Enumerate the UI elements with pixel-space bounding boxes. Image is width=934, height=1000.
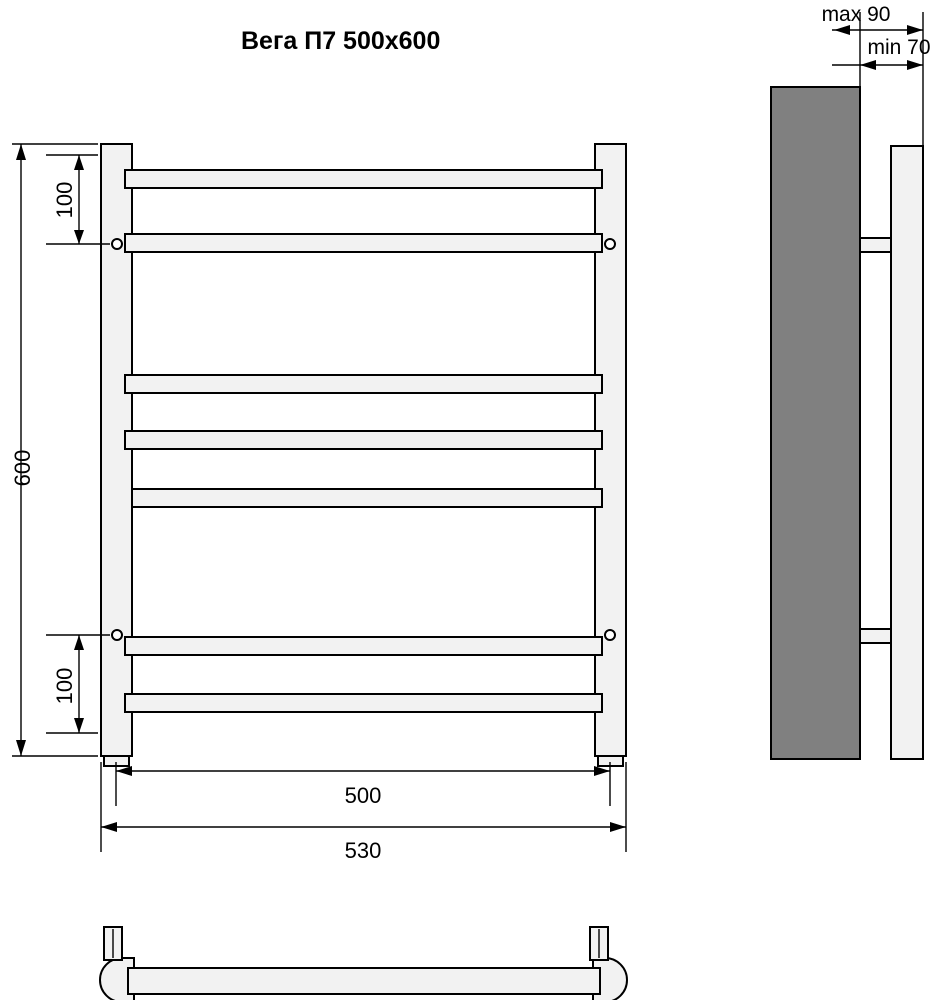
dimension-label-min-70: min 70: [867, 36, 931, 59]
dimension-label-top-100: 100: [52, 181, 77, 219]
top-view: [100, 927, 627, 1000]
top-view-bar: [128, 968, 600, 994]
side-view: [771, 3, 931, 759]
front-view: [10, 144, 626, 863]
rail-1: [125, 170, 602, 188]
dimension-width-500: [116, 762, 610, 808]
port-top-left: [112, 239, 122, 249]
rail-5: [132, 489, 602, 507]
dimension-label-max-90: max 90: [821, 3, 891, 26]
port-bottom-right: [605, 630, 615, 640]
drawing-title: Вега П7 500x600: [241, 27, 441, 55]
port-bottom-left: [112, 630, 122, 640]
side-bracket-top: [860, 238, 891, 252]
rail-6: [125, 637, 602, 655]
port-top-right: [605, 239, 615, 249]
wall-section: [771, 87, 860, 759]
side-bracket-bottom: [860, 629, 891, 643]
dimension-min-70: [832, 36, 931, 70]
dimension-max-90: [822, 3, 923, 35]
rail-4: [125, 431, 602, 449]
rail-3: [125, 375, 602, 393]
dimension-label-width-500: 500: [344, 783, 382, 808]
dimension-label-height: 600: [10, 449, 35, 487]
rail-2: [125, 234, 602, 252]
side-post: [891, 146, 923, 759]
rail-7: [125, 694, 602, 712]
dimension-label-width-530: 530: [344, 838, 382, 863]
dimension-label-bottom-100: 100: [52, 667, 77, 705]
dimension-height-600: [10, 144, 98, 756]
dimension-width-530: [101, 762, 626, 863]
